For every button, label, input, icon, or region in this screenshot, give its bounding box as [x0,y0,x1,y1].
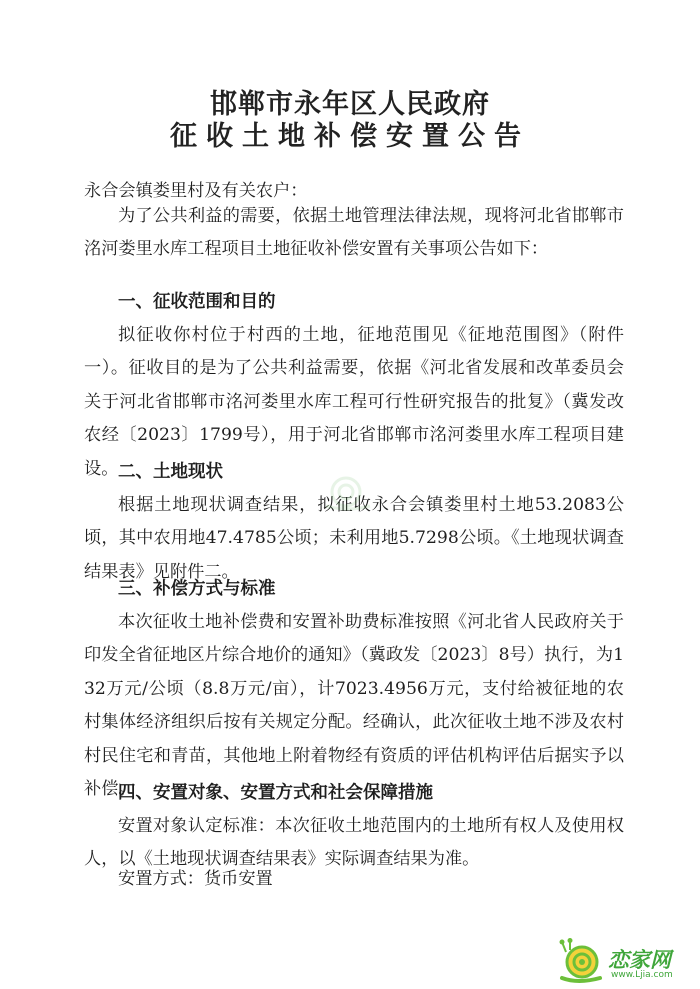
document-title: 邯郸市永年区人民政府 [210,89,490,120]
watermark-snail-icon [318,472,378,512]
site-logo-url: www.Ljia.com [611,970,673,980]
section2-body: 根据土地现状调查结果，拟征收永合会镇娄里村土地53.2083公顷，其中农用地47.4785公顷；未利用地5.7298公顷。《土地现状调查结果表》见附件二。 [84,495,624,582]
section3-heading: 三、补偿方式与标准 [118,579,276,599]
section2-heading: 二、土地现状 [118,462,223,482]
section4-body-standard: 安置对象认定标准：本次征收土地范围内的土地所有权人及使用权人，以《土地现状调查结果表》实际调查结果为准。 [84,816,624,870]
addressee: 永合会镇娄里村及有关农户： [84,181,308,201]
section4-body-method: 安置方式：货币安置 [118,869,273,889]
site-logo-name: 恋家网 [608,948,671,972]
intro-paragraph: 为了公共利益的需要，依据土地管理法律法规，现将河北省邯郸市洺河娄里水库工程项目土地征收补偿安置有关事项公告如下： [84,206,624,260]
section3-body: 本次征收土地补偿费和安置补助费标准按照《河北省人民政府关于印发全省征地区片综合地价的通知》（冀政发〔2023〕8号）执行，为132万元/公顷（8.8万元/亩），计7023.4956万元，支付给被征地的农村集体经济组织后按有关规定分配。经确认，此次征收土地不涉及农村村民住宅和青苗，其他地上附着物经有资质的评估机构评估后据实予以补偿。 [84,612,624,800]
document-subtitle: 征收土地补偿安置公告 [170,121,530,152]
section4-heading: 四、安置对象、安置方式和社会保障措施 [118,783,433,803]
section1-heading: 一、征收范围和目的 [118,292,276,312]
section1-body: 拟征收你村位于村西的土地，征地范围见《征地范围图》（附件一）。征收目的是为了公共利益需要，依据《河北省发展和改革委员会关于河北省邯郸市洺河娄里水库工程可行性研究报告的批复》（冀发改农经〔2023〕1799号），用于河北省邯郸市洺河娄里水库工程项目建设。 [84,325,624,479]
